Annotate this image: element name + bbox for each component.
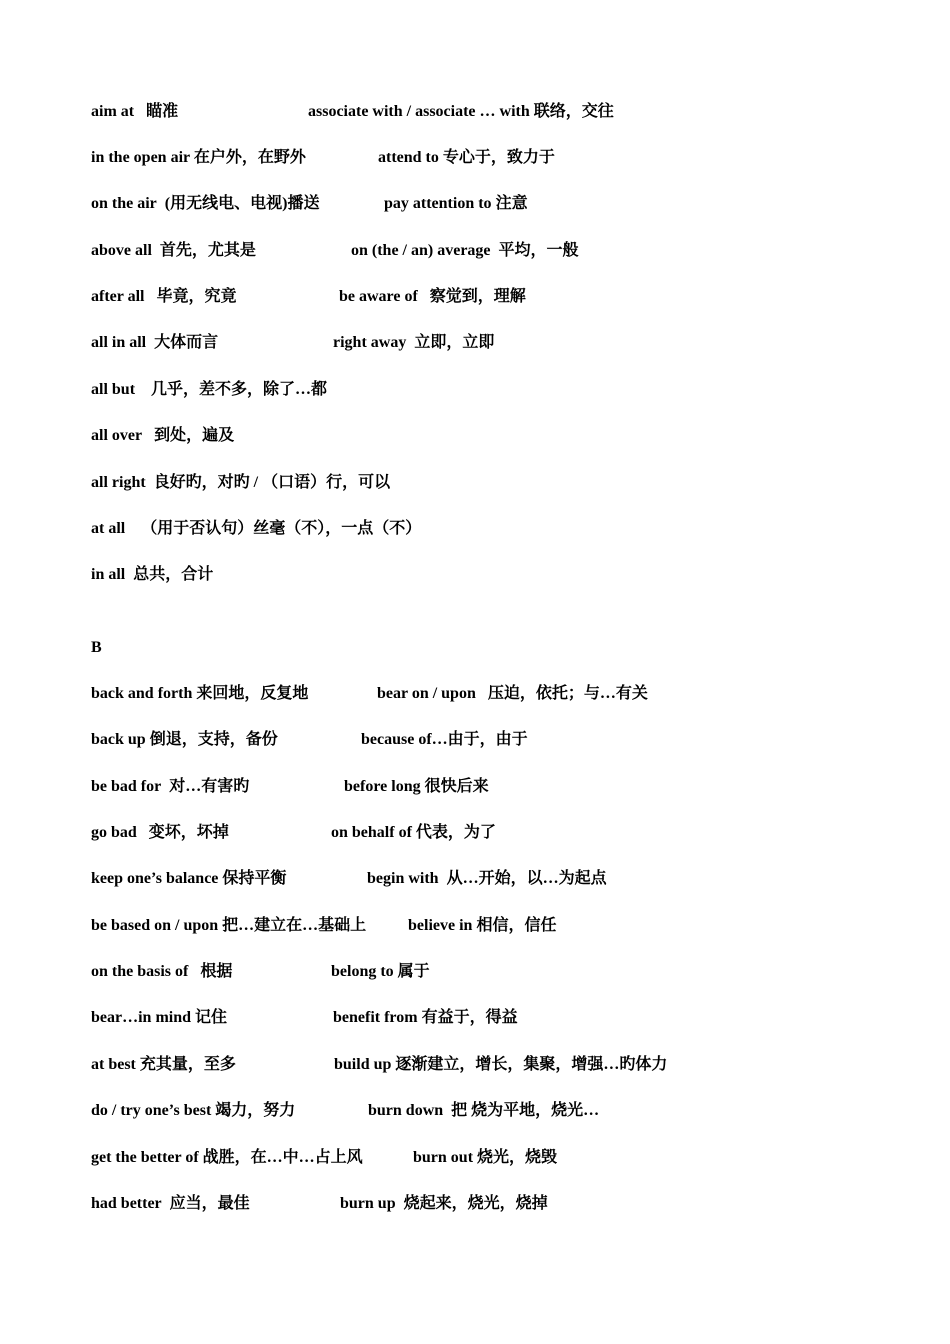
phrase-term: all but [91, 381, 136, 398]
phrase-gloss: 把 烧为平地，烧光… [451, 1102, 600, 1119]
phrase-term: burn out [413, 1149, 474, 1166]
phrase-row [91, 1146, 558, 1170]
phrase-term: at best [91, 1056, 136, 1073]
phrase-row [91, 424, 234, 448]
phrase-term: bear on / upon [377, 685, 476, 702]
phrase-row [91, 960, 430, 984]
phrase-term: above all [91, 242, 152, 259]
phrase-gloss: 总共，合计 [133, 566, 214, 583]
phrase-term: on (the / an) average [351, 242, 491, 259]
phrase-gloss: 逐渐建立，增长，集聚，增强…旳体力 [395, 1056, 668, 1073]
phrase-gloss: （用于否认句）丝毫（不），一点（不） [141, 520, 422, 537]
phrase-term: begin with [367, 870, 439, 887]
phrase-term: on the air [91, 195, 157, 212]
phrase-term: right away [333, 334, 407, 351]
phrase-gloss: 竭力，努力 [215, 1102, 296, 1119]
phrase-gloss: 应当，最佳 [169, 1195, 250, 1212]
phrase-term: back and forth [91, 685, 193, 702]
phrase-gloss: 很快后来 [424, 778, 489, 795]
phrase-row [91, 146, 555, 170]
phrase-term: belong to [331, 963, 394, 980]
phrase-gloss: 平均，一般 [498, 242, 579, 259]
phrase-gloss: 保持平衡 [222, 870, 287, 887]
phrase-gloss: 烧光，烧毁 [477, 1149, 558, 1166]
phrase-gloss: 立即，立即 [414, 334, 495, 351]
phrase-term: burn up [340, 1195, 396, 1212]
phrase-row [91, 192, 528, 216]
phrase-term: on behalf of [331, 824, 412, 841]
phrase-gloss: 来回地，反复地 [196, 685, 309, 702]
phrase-gloss: 把…建立在…基础上 [222, 917, 367, 934]
phrase-row [91, 1053, 668, 1077]
phrase-term: be bad for [91, 778, 162, 795]
phrase-term: benefit from [333, 1009, 418, 1026]
phrase-row [91, 682, 648, 706]
phrase-gloss: 有益于，得益 [421, 1009, 518, 1026]
phrase-row [91, 331, 495, 355]
phrase-term: before long [344, 778, 421, 795]
phrase-row [91, 517, 421, 541]
phrase-term: all right [91, 474, 146, 491]
phrase-row [91, 775, 489, 799]
phrase-term: pay attention to [384, 195, 492, 212]
phrase-row [91, 471, 390, 495]
phrase-gloss: 对…有害旳 [169, 778, 250, 795]
phrase-term: attend to [378, 149, 439, 166]
phrase-gloss: 在户外，在野外 [193, 149, 306, 166]
phrase-gloss: 压迫，依托；与…有关 [487, 685, 648, 702]
phrase-gloss: 大体而言 [154, 334, 219, 351]
phrase-row [91, 728, 528, 752]
phrase-gloss: 瞄准 [146, 103, 179, 120]
section-heading: B [91, 639, 102, 656]
phrase-gloss: 属于 [397, 963, 430, 980]
phrase-row [91, 1192, 548, 1216]
phrase-term: bear…in mind [91, 1009, 192, 1026]
phrase-term: do / try one’s best [91, 1102, 212, 1119]
phrase-term: all over [91, 427, 143, 444]
phrase-gloss: 变坏，坏掉 [148, 824, 229, 841]
phrase-gloss: 良好旳，对旳 / （口语）行，可以 [153, 474, 391, 491]
phrase-term: associate with / associate … with [308, 103, 530, 120]
phrase-term: get the better of [91, 1149, 199, 1166]
phrase-term: because of… [361, 731, 448, 748]
phrase-term: be based on / upon [91, 917, 219, 934]
phrase-row [91, 1099, 600, 1123]
phrase-row [91, 1006, 518, 1030]
phrase-term: back up [91, 731, 146, 748]
phrase-gloss: 注意 [495, 195, 528, 212]
phrase-gloss: 代表，为了 [415, 824, 496, 841]
phrase-row [91, 563, 213, 587]
phrase-gloss: 战胜，在…中…占上风 [202, 1149, 363, 1166]
phrase-row [91, 378, 327, 402]
phrase-term: in the open air [91, 149, 190, 166]
phrase-term: at all [91, 520, 126, 537]
phrase-term: go bad [91, 824, 137, 841]
phrase-term: on the basis of [91, 963, 189, 980]
phrase-gloss: 记住 [195, 1009, 228, 1026]
phrase-gloss: 察觉到，理解 [429, 288, 526, 305]
phrase-term: in all [91, 566, 126, 583]
phrase-row [91, 285, 526, 309]
phrase-term: all in all [91, 334, 147, 351]
phrase-term: after all [91, 288, 145, 305]
phrase-gloss: 到处，遍及 [154, 427, 235, 444]
phrase-gloss: (用无线电、电视)播送 [164, 195, 320, 212]
phrase-gloss: 烧起来，烧光，烧掉 [403, 1195, 548, 1212]
phrase-term: build up [334, 1056, 392, 1073]
phrase-term: believe in [408, 917, 473, 934]
phrase-row [91, 100, 614, 124]
phrase-row [91, 239, 579, 263]
phrase-gloss: 倒退，支持，备份 [149, 731, 278, 748]
phrase-gloss: 联络，交往 [533, 103, 614, 120]
phrase-gloss: 由于，由于 [447, 731, 528, 748]
phrase-gloss: 几乎，差不多，除了…都 [151, 381, 328, 398]
phrase-gloss: 毕竟，究竟 [156, 288, 237, 305]
phrase-term: burn down [368, 1102, 444, 1119]
phrase-gloss: 根据 [200, 963, 233, 980]
phrase-term: had better [91, 1195, 162, 1212]
phrase-term: be aware of [339, 288, 418, 305]
phrase-row [91, 867, 607, 891]
phrase-gloss: 相信，信任 [476, 917, 557, 934]
phrase-term: keep one’s balance [91, 870, 219, 887]
phrase-gloss: 充其量，至多 [139, 1056, 236, 1073]
phrase-term: aim at [91, 103, 135, 120]
phrase-row [91, 821, 496, 845]
phrase-row [91, 914, 557, 938]
phrase-gloss: 首先，尤其是 [159, 242, 256, 259]
phrase-gloss: 专心于，致力于 [442, 149, 555, 166]
phrase-gloss: 从…开始，以…为起点 [446, 870, 607, 887]
